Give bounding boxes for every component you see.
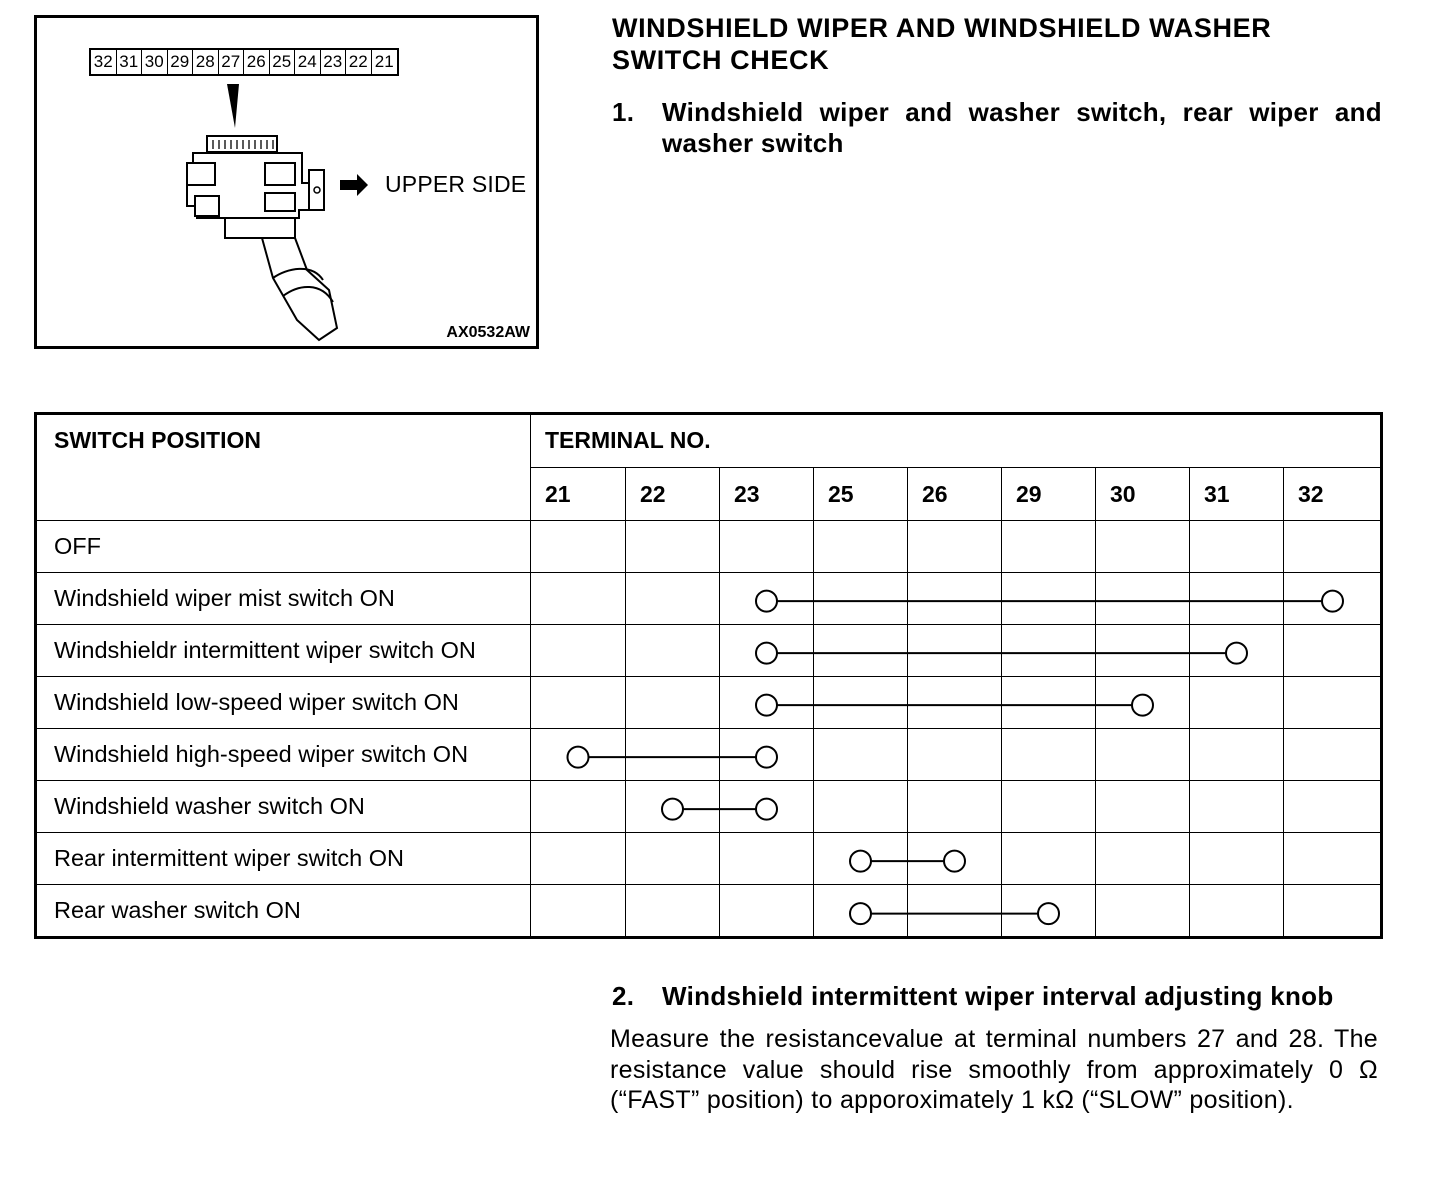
table-row	[36, 625, 1382, 677]
terminal-cell	[1002, 521, 1096, 573]
terminal-cell	[1190, 885, 1284, 938]
terminal-cell	[531, 885, 626, 938]
terminal-cell	[1096, 521, 1190, 573]
terminal-cell	[720, 885, 814, 938]
terminal-header-26: 26	[908, 468, 1002, 521]
terminal-label: 28	[193, 50, 219, 74]
terminal-label: 25	[270, 50, 296, 74]
terminal-cell	[814, 781, 908, 833]
terminal-header-22: 22	[626, 468, 720, 521]
terminal-header-29: 29	[1002, 468, 1096, 521]
terminal-cell	[814, 885, 908, 938]
terminal-cell	[1096, 833, 1190, 885]
terminal-label: 26	[244, 50, 270, 74]
terminal-cell	[626, 677, 720, 729]
terminal-label: 32	[91, 50, 117, 74]
terminal-cell	[1002, 573, 1096, 625]
terminal-cell	[1190, 573, 1284, 625]
item-1	[612, 97, 1382, 159]
terminal-cell	[626, 833, 720, 885]
terminal-cell	[531, 677, 626, 729]
terminal-cell	[908, 573, 1002, 625]
switch-position-label: Windshield wiper mist switch ON	[36, 573, 531, 625]
switch-position-label: Windshield washer switch ON	[36, 781, 531, 833]
switch-position-label: Windshield low-speed wiper switch ON	[36, 677, 531, 729]
terminal-header-21: 21	[531, 468, 626, 521]
terminal-cell	[720, 833, 814, 885]
switch-figure	[34, 15, 539, 349]
continuity-table-wrap	[34, 412, 1382, 944]
terminal-cell	[531, 625, 626, 677]
terminal-cell	[908, 625, 1002, 677]
resistance-instructions: Measure the resistancevalue at terminal numbers 27 and 28. The resistance value should rise smoothly from approximately 0 Ω (“FAST” position) to apporoximately 1 kΩ (“SLOW” position).	[610, 1025, 1378, 1114]
table-row	[36, 885, 1382, 938]
terminal-cell	[531, 833, 626, 885]
terminal-cell	[908, 885, 1002, 938]
continuity-table	[34, 412, 1383, 939]
terminal-cell	[1284, 781, 1382, 833]
item-number: 2.	[612, 981, 635, 1011]
header-terminal-no: TERMINAL NO.	[531, 414, 1382, 468]
terminal-cell	[1096, 677, 1190, 729]
terminal-cell	[531, 729, 626, 781]
item-number: 1.	[612, 97, 635, 127]
terminal-label: 21	[374, 52, 394, 71]
terminal-cell	[626, 781, 720, 833]
table-row	[36, 677, 1382, 729]
terminal-cell	[1190, 781, 1284, 833]
header-switch-position: SWITCH POSITION	[36, 414, 531, 521]
terminal-cell	[814, 833, 908, 885]
terminal-cell	[720, 677, 814, 729]
terminal-cell	[1002, 677, 1096, 729]
pointer-triangle	[227, 84, 239, 128]
terminal-cell	[1190, 677, 1284, 729]
terminal-cell	[626, 729, 720, 781]
terminal-cell	[1284, 521, 1382, 573]
terminal-label: 24	[295, 50, 321, 74]
terminal-cell	[814, 521, 908, 573]
terminal-cell	[814, 573, 908, 625]
terminal-header-23: 23	[720, 468, 814, 521]
terminal-cell	[1284, 625, 1382, 677]
item-2	[612, 981, 1382, 1012]
terminal-label: 30	[142, 50, 168, 74]
terminal-cell	[626, 625, 720, 677]
terminal-cell	[1190, 625, 1284, 677]
switch-position-label: Rear intermittent wiper switch ON	[36, 833, 531, 885]
terminal-cell	[626, 885, 720, 938]
terminal-cell	[1002, 781, 1096, 833]
terminal-header-25: 25	[814, 468, 908, 521]
terminal-cell	[720, 521, 814, 573]
terminal-cell	[908, 677, 1002, 729]
switch-position-label: Rear washer switch ON	[36, 885, 531, 938]
terminal-cell	[1284, 833, 1382, 885]
terminal-cell	[1284, 729, 1382, 781]
terminal-header-32: 32	[1284, 468, 1382, 521]
terminal-label: 23	[321, 50, 347, 74]
arrow-right-icon	[340, 174, 368, 196]
terminal-cell	[1284, 677, 1382, 729]
terminal-cell	[531, 573, 626, 625]
terminal-cell	[1002, 729, 1096, 781]
terminal-label: 22	[346, 50, 372, 74]
terminal-cell	[908, 781, 1002, 833]
terminal-cell	[720, 781, 814, 833]
terminal-cell	[1190, 521, 1284, 573]
terminal-cell	[720, 729, 814, 781]
terminal-header-30: 30	[1096, 468, 1190, 521]
terminal-cell	[1096, 625, 1190, 677]
switch-position-label: Windshield high-speed wiper switch ON	[36, 729, 531, 781]
terminal-header-31: 31	[1190, 468, 1284, 521]
terminal-cell	[908, 521, 1002, 573]
item-title: Windshield intermittent wiper interval adjusting knob	[662, 981, 1334, 1011]
terminal-cell	[720, 573, 814, 625]
table-row	[36, 833, 1382, 885]
terminal-cell	[908, 833, 1002, 885]
switch-position-label: Windshieldr intermittent wiper switch ON	[36, 625, 531, 677]
terminal-cell	[908, 729, 1002, 781]
terminal-cell	[1284, 573, 1382, 625]
terminal-label: 27	[219, 50, 245, 74]
terminal-cell	[814, 729, 908, 781]
table-row	[36, 729, 1382, 781]
terminal-cell	[1002, 625, 1096, 677]
terminal-cell	[531, 781, 626, 833]
table-row	[36, 573, 1382, 625]
terminal-cell	[1096, 885, 1190, 938]
terminal-cell	[1284, 885, 1382, 938]
terminal-cell	[1096, 573, 1190, 625]
terminal-cell	[1002, 885, 1096, 938]
terminal-cell	[814, 677, 908, 729]
terminal-cell	[1002, 833, 1096, 885]
upper-side-label: UPPER SIDE	[385, 171, 527, 197]
terminal-cell	[814, 625, 908, 677]
switch-position-label: OFF	[36, 521, 531, 573]
terminal-cell	[720, 625, 814, 677]
terminal-cell	[1190, 729, 1284, 781]
terminal-label: 31	[117, 50, 143, 74]
section-heading: WINDSHIELD WIPER AND WINDSHIELD WASHER SWITCH CHECK	[612, 13, 1272, 75]
figure-code: AX0532AW	[446, 324, 530, 341]
terminal-cell	[1190, 833, 1284, 885]
table-row	[36, 521, 1382, 573]
terminal-cell	[626, 521, 720, 573]
terminal-cell	[531, 521, 626, 573]
terminal-label: 29	[168, 50, 194, 74]
item-title: Windshield wiper and washer switch, rear wiper and washer switch	[662, 97, 1382, 158]
terminal-cell	[1096, 729, 1190, 781]
terminal-cell	[1096, 781, 1190, 833]
table-row	[36, 781, 1382, 833]
terminal-cell	[626, 573, 720, 625]
